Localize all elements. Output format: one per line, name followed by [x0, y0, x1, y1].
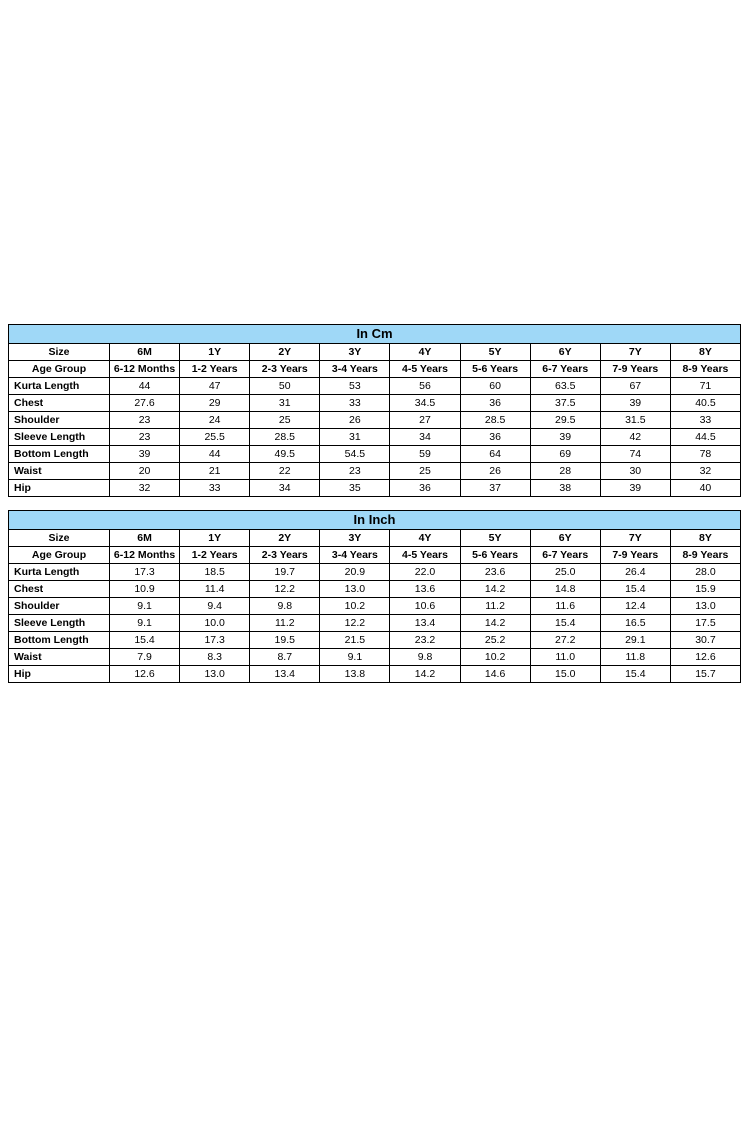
- age-group-cell: 6-12 Months: [110, 547, 180, 564]
- measurement-value: 14.2: [460, 581, 530, 598]
- measurement-value: 15.0: [530, 666, 600, 683]
- measurement-value: 9.8: [390, 649, 460, 666]
- measurement-value: 27.2: [530, 632, 600, 649]
- measurement-rows: [9, 564, 741, 683]
- measurement-value: 19.7: [250, 564, 320, 581]
- table-row: [9, 378, 741, 395]
- size-cell: 6Y: [530, 530, 600, 547]
- size-cell: 2Y: [250, 530, 320, 547]
- table-row: [9, 666, 741, 683]
- measurement-value: 29: [180, 395, 250, 412]
- age-group-cell: 5-6 Years: [460, 547, 530, 564]
- measurement-value: 32: [110, 480, 180, 497]
- size-cell: 3Y: [320, 344, 390, 361]
- measurement-value: 24: [180, 412, 250, 429]
- measurement-value: 42: [600, 429, 670, 446]
- measurement-value: 17.3: [110, 564, 180, 581]
- measurement-value: 9.1: [110, 615, 180, 632]
- measurement-value: 13.0: [670, 598, 740, 615]
- measurement-value: 11.2: [460, 598, 530, 615]
- size-cell: 1Y: [180, 530, 250, 547]
- measurement-value: 44.5: [670, 429, 740, 446]
- measurement-value: 30.7: [670, 632, 740, 649]
- age-group-cell: 8-9 Years: [670, 547, 740, 564]
- measurement-value: 60: [460, 378, 530, 395]
- measurement-label: Kurta Length: [9, 564, 110, 581]
- measurement-value: 9.1: [110, 598, 180, 615]
- measurement-value: 15.4: [110, 632, 180, 649]
- measurement-value: 40: [670, 480, 740, 497]
- table-row: [9, 581, 741, 598]
- measurement-value: 29.5: [530, 412, 600, 429]
- table-row: [9, 446, 741, 463]
- size-cell: 7Y: [600, 344, 670, 361]
- measurement-value: 39: [600, 395, 670, 412]
- measurement-value: 15.4: [600, 666, 670, 683]
- measurement-rows: [9, 378, 741, 497]
- measurement-value: 31: [250, 395, 320, 412]
- measurement-value: 12.6: [670, 649, 740, 666]
- measurement-value: 9.8: [250, 598, 320, 615]
- table-row: [9, 395, 741, 412]
- age-group-cell: 5-6 Years: [460, 361, 530, 378]
- measurement-value: 25: [250, 412, 320, 429]
- measurement-value: 28: [530, 463, 600, 480]
- size-cell: 6M: [110, 344, 180, 361]
- measurement-value: 56: [390, 378, 460, 395]
- age-group-cell: 2-3 Years: [250, 361, 320, 378]
- age-group-label: Age Group: [9, 361, 110, 378]
- measurement-label: Waist: [9, 463, 110, 480]
- measurement-value: 14.2: [460, 615, 530, 632]
- measurement-value: 10.2: [460, 649, 530, 666]
- measurement-value: 25: [390, 463, 460, 480]
- measurement-value: 37: [460, 480, 530, 497]
- measurement-value: 30: [600, 463, 670, 480]
- measurement-value: 71: [670, 378, 740, 395]
- measurement-value: 9.1: [320, 649, 390, 666]
- measurement-value: 53: [320, 378, 390, 395]
- measurement-value: 37.5: [530, 395, 600, 412]
- measurement-value: 34: [250, 480, 320, 497]
- measurement-label: Kurta Length: [9, 378, 110, 395]
- size-cell: 6M: [110, 530, 180, 547]
- measurement-value: 19.5: [250, 632, 320, 649]
- size-cell: 4Y: [390, 530, 460, 547]
- age-group-cell: 4-5 Years: [390, 361, 460, 378]
- measurement-value: 17.3: [180, 632, 250, 649]
- measurement-value: 13.4: [250, 666, 320, 683]
- measurement-value: 23: [110, 429, 180, 446]
- measurement-value: 40.5: [670, 395, 740, 412]
- size-cell: 8Y: [670, 344, 740, 361]
- measurement-value: 23.6: [460, 564, 530, 581]
- measurement-value: 78: [670, 446, 740, 463]
- measurement-value: 31: [320, 429, 390, 446]
- measurement-value: 13.0: [180, 666, 250, 683]
- size-cell: 5Y: [460, 530, 530, 547]
- table-row: [9, 412, 741, 429]
- measurement-value: 8.3: [180, 649, 250, 666]
- measurement-value: 32: [670, 463, 740, 480]
- measurement-value: 14.8: [530, 581, 600, 598]
- size-cell: 4Y: [390, 344, 460, 361]
- measurement-value: 10.9: [110, 581, 180, 598]
- table-row: [9, 564, 741, 581]
- table-row: [9, 649, 741, 666]
- age-group-cell: 6-7 Years: [530, 361, 600, 378]
- measurement-value: 64: [460, 446, 530, 463]
- measurement-value: 18.5: [180, 564, 250, 581]
- size-cell: 1Y: [180, 344, 250, 361]
- size-chart-table-cm: [8, 324, 741, 497]
- measurement-value: 9.4: [180, 598, 250, 615]
- measurement-value: 22: [250, 463, 320, 480]
- size-header-row: [9, 344, 741, 361]
- measurement-value: 25.2: [460, 632, 530, 649]
- measurement-value: 8.7: [250, 649, 320, 666]
- measurement-value: 38: [530, 480, 600, 497]
- measurement-value: 50: [250, 378, 320, 395]
- measurement-value: 33: [320, 395, 390, 412]
- measurement-value: 11.8: [600, 649, 670, 666]
- size-label: Size: [9, 344, 110, 361]
- measurement-value: 12.4: [600, 598, 670, 615]
- measurement-value: 12.2: [320, 615, 390, 632]
- measurement-value: 26: [320, 412, 390, 429]
- measurement-value: 26.4: [600, 564, 670, 581]
- measurement-label: Sleeve Length: [9, 429, 110, 446]
- age-group-header-row: [9, 361, 741, 378]
- measurement-value: 11.4: [180, 581, 250, 598]
- measurement-value: 34: [390, 429, 460, 446]
- table-row: [9, 632, 741, 649]
- measurement-value: 10.0: [180, 615, 250, 632]
- measurement-value: 59: [390, 446, 460, 463]
- measurement-label: Chest: [9, 581, 110, 598]
- size-cell: 2Y: [250, 344, 320, 361]
- table-row: [9, 615, 741, 632]
- measurement-value: 21: [180, 463, 250, 480]
- measurement-value: 33: [180, 480, 250, 497]
- age-group-cell: 7-9 Years: [600, 547, 670, 564]
- measurement-value: 39: [600, 480, 670, 497]
- measurement-label: Shoulder: [9, 412, 110, 429]
- table-row: [9, 480, 741, 497]
- measurement-value: 74: [600, 446, 670, 463]
- measurement-value: 16.5: [600, 615, 670, 632]
- measurement-value: 11.2: [250, 615, 320, 632]
- size-header-row: [9, 530, 741, 547]
- age-group-cell: 8-9 Years: [670, 361, 740, 378]
- measurement-value: 36: [390, 480, 460, 497]
- measurement-label: Bottom Length: [9, 446, 110, 463]
- measurement-value: 44: [110, 378, 180, 395]
- measurement-value: 20: [110, 463, 180, 480]
- measurement-value: 47: [180, 378, 250, 395]
- measurement-value: 26: [460, 463, 530, 480]
- measurement-value: 28.5: [250, 429, 320, 446]
- measurement-value: 34.5: [390, 395, 460, 412]
- size-cell: 6Y: [530, 344, 600, 361]
- measurement-label: Chest: [9, 395, 110, 412]
- measurement-value: 21.5: [320, 632, 390, 649]
- measurement-label: Bottom Length: [9, 632, 110, 649]
- size-cell: 3Y: [320, 530, 390, 547]
- measurement-value: 25.5: [180, 429, 250, 446]
- measurement-value: 25.0: [530, 564, 600, 581]
- measurement-value: 35: [320, 480, 390, 497]
- measurement-value: 63.5: [530, 378, 600, 395]
- size-label: Size: [9, 530, 110, 547]
- measurement-value: 36: [460, 395, 530, 412]
- age-group-cell: 3-4 Years: [320, 361, 390, 378]
- measurement-value: 13.0: [320, 581, 390, 598]
- age-group-cell: 1-2 Years: [180, 547, 250, 564]
- measurement-value: 10.6: [390, 598, 460, 615]
- measurement-value: 13.6: [390, 581, 460, 598]
- measurement-value: 14.2: [390, 666, 460, 683]
- measurement-value: 15.7: [670, 666, 740, 683]
- size-cell: 7Y: [600, 530, 670, 547]
- measurement-value: 31.5: [600, 412, 670, 429]
- age-group-cell: 2-3 Years: [250, 547, 320, 564]
- table-title: In Inch: [9, 511, 741, 530]
- measurement-value: 14.6: [460, 666, 530, 683]
- measurement-value: 22.0: [390, 564, 460, 581]
- age-group-cell: 6-12 Months: [110, 361, 180, 378]
- measurement-label: Hip: [9, 480, 110, 497]
- age-group-cell: 3-4 Years: [320, 547, 390, 564]
- measurement-value: 28.0: [670, 564, 740, 581]
- table-row: [9, 598, 741, 615]
- table-title: In Cm: [9, 325, 741, 344]
- measurement-value: 13.8: [320, 666, 390, 683]
- measurement-value: 67: [600, 378, 670, 395]
- measurement-value: 15.4: [530, 615, 600, 632]
- size-chart-table-inch: [8, 510, 741, 683]
- age-group-cell: 6-7 Years: [530, 547, 600, 564]
- table-row: [9, 463, 741, 480]
- measurement-value: 23: [110, 412, 180, 429]
- measurement-value: 15.4: [600, 581, 670, 598]
- measurement-value: 69: [530, 446, 600, 463]
- measurement-value: 39: [530, 429, 600, 446]
- age-group-header-row: [9, 547, 741, 564]
- measurement-label: Shoulder: [9, 598, 110, 615]
- measurement-value: 54.5: [320, 446, 390, 463]
- measurement-label: Sleeve Length: [9, 615, 110, 632]
- measurement-value: 27: [390, 412, 460, 429]
- table-row: [9, 429, 741, 446]
- measurement-value: 23: [320, 463, 390, 480]
- age-group-label: Age Group: [9, 547, 110, 564]
- age-group-cell: 4-5 Years: [390, 547, 460, 564]
- size-cell: 5Y: [460, 344, 530, 361]
- measurement-value: 17.5: [670, 615, 740, 632]
- measurement-value: 23.2: [390, 632, 460, 649]
- measurement-value: 28.5: [460, 412, 530, 429]
- measurement-value: 49.5: [250, 446, 320, 463]
- measurement-value: 13.4: [390, 615, 460, 632]
- measurement-value: 7.9: [110, 649, 180, 666]
- measurement-label: Hip: [9, 666, 110, 683]
- measurement-value: 11.0: [530, 649, 600, 666]
- measurement-value: 27.6: [110, 395, 180, 412]
- measurement-value: 10.2: [320, 598, 390, 615]
- size-cell: 8Y: [670, 530, 740, 547]
- measurement-value: 29.1: [600, 632, 670, 649]
- measurement-label: Waist: [9, 649, 110, 666]
- measurement-value: 12.6: [110, 666, 180, 683]
- age-group-cell: 1-2 Years: [180, 361, 250, 378]
- measurement-value: 11.6: [530, 598, 600, 615]
- measurement-value: 44: [180, 446, 250, 463]
- measurement-value: 36: [460, 429, 530, 446]
- measurement-value: 39: [110, 446, 180, 463]
- measurement-value: 20.9: [320, 564, 390, 581]
- measurement-value: 12.2: [250, 581, 320, 598]
- measurement-value: 15.9: [670, 581, 740, 598]
- measurement-value: 33: [670, 412, 740, 429]
- age-group-cell: 7-9 Years: [600, 361, 670, 378]
